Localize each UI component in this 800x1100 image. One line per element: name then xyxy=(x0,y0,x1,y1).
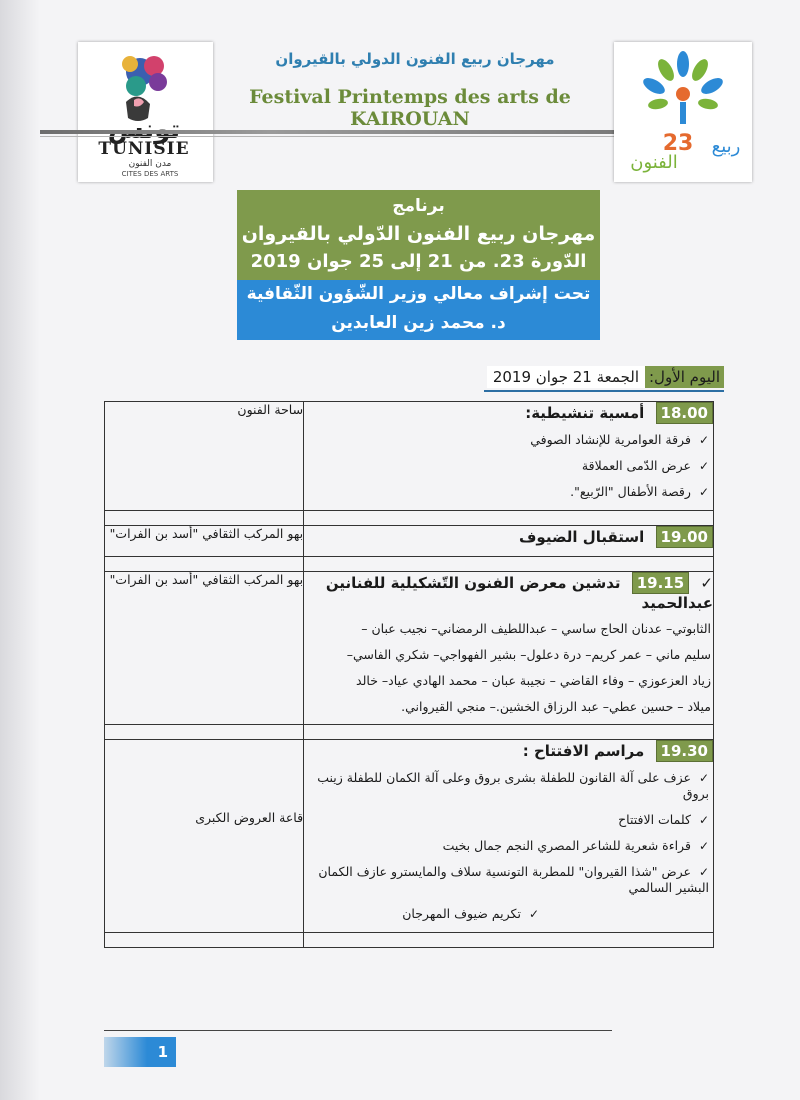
event-cell xyxy=(304,526,714,557)
page-number-text: 1 xyxy=(157,1043,168,1061)
item-text: رقصة الأطفال "الرّبيع". xyxy=(570,484,691,499)
event-title: أمسية تنشيطية: xyxy=(525,404,645,422)
event-heading xyxy=(304,572,713,612)
logo-tunisie-word: TUNISIE xyxy=(98,139,190,159)
table-row xyxy=(105,572,714,725)
list-item xyxy=(304,432,709,448)
event-time: 19.00 xyxy=(656,526,713,548)
header-title-french: Festival Printemps des arts de KAIROUAN xyxy=(249,86,571,130)
tree-leaves-icon xyxy=(641,51,726,124)
table-row xyxy=(105,740,714,933)
artist-list xyxy=(304,616,713,720)
venue-cell xyxy=(105,740,304,933)
item-text: عرض "شذا القيروان" للمطربة التونسية سلاف والمايسترو عازف الكمان البشير السالمي xyxy=(318,864,709,895)
list-item xyxy=(304,812,709,828)
header-title-arabic: مهرجان ربيع الفنون الدولي بالقيروان xyxy=(275,50,555,68)
logo-number: 23 xyxy=(662,131,694,156)
event-time: 18.00 xyxy=(656,402,713,424)
check-icon: ✓ xyxy=(528,907,539,921)
event-items xyxy=(304,432,713,500)
list-item xyxy=(304,458,709,474)
item-text: عزف على آلة القانون للطفلة بشرى بروق وعلى آلة الكمان للطفلة زينب بروق xyxy=(317,770,709,801)
item-text: كلمات الافتتاح xyxy=(618,812,691,827)
logo-cites-des-arts: CITES DES ARTS xyxy=(121,170,179,178)
edition-dates: الدّورة 23. من 21 إلى 25 جوان 2019 xyxy=(250,251,587,272)
item-text: عرض الدّمى العملاقة xyxy=(581,458,691,473)
event-cell xyxy=(304,402,714,511)
minister-name: د. محمد زين العابدين xyxy=(331,313,506,333)
check-icon: ✓ xyxy=(698,865,709,879)
event-heading xyxy=(304,402,713,424)
check-icon: ✓ xyxy=(698,433,709,447)
event-cell xyxy=(304,572,714,725)
event-title: تدشين معرض الفنون التّشكيلية للفنانين عبدالحميد xyxy=(325,574,713,612)
page-number xyxy=(104,1037,176,1067)
event-heading xyxy=(304,526,713,548)
event-title: استقبال الضيوف xyxy=(519,528,645,546)
day-heading xyxy=(484,364,724,390)
check-icon: ✓ xyxy=(698,839,709,853)
spacer-row xyxy=(105,511,714,526)
venue-cell xyxy=(105,572,304,725)
artist-line: سليم ماني – عمر كريم– درة دعلول– بشير الفهواجي– شكري الفاسي– xyxy=(346,647,711,662)
item-text: تكريم ضيوف المهرجان xyxy=(402,906,521,921)
list-item xyxy=(304,838,709,854)
day-underline xyxy=(484,390,724,392)
list-item xyxy=(304,484,709,500)
artist-line: ميلاد – حسين عطي– عبد الرزاق الخشين.– منجي القيرواني. xyxy=(401,699,711,714)
festival-name: مهرجان ربيع الفنون الدّولي بالقيروان xyxy=(241,223,596,245)
logo-word-fonoun: الفنون xyxy=(630,152,678,173)
item-text: فرقة العوامرية للإنشاد الصوفي xyxy=(530,432,691,447)
printemps-des-arts-logo xyxy=(614,42,752,182)
list-item xyxy=(304,770,709,802)
patronage-line: تحت إشراف معالي وزير الشّؤون الثّقافية xyxy=(246,284,591,304)
footer-divider xyxy=(104,1030,612,1031)
venue-text: بهو المركب الثقافي "أسد بن الفرات" xyxy=(109,572,304,587)
artist-line: الثابوتي– عدنان الحاج ساسي – عبداللطيف الرمضاني– نجيب عبان – xyxy=(361,621,711,636)
event-time: 19.30 xyxy=(656,740,713,762)
header-divider xyxy=(40,130,614,134)
check-icon: ✓ xyxy=(698,771,709,785)
venue-cell xyxy=(105,402,304,511)
logo-word-rabii: ربيع xyxy=(711,136,741,157)
list-item xyxy=(304,906,709,922)
program-title-green xyxy=(237,190,600,280)
program-label: برنامج xyxy=(392,196,445,216)
table-row xyxy=(105,526,714,557)
event-title: مراسم الافتتاح : xyxy=(522,742,645,760)
day-label: اليوم الأول: xyxy=(645,366,724,388)
artist-line: زياد العزعوزي – وفاء القاضي – نجيبة عبان – محمد الهادي عياد– خالد xyxy=(356,673,711,688)
artistic-face-icon xyxy=(122,56,167,121)
program-table xyxy=(104,401,714,948)
spacer-row xyxy=(105,933,714,948)
venue-text: ساحة الفنون xyxy=(237,402,304,417)
venue-cell xyxy=(105,526,304,557)
venue-text: قاعة العروض الكبرى xyxy=(195,810,304,825)
list-item xyxy=(304,864,709,896)
program-title-blue xyxy=(237,280,600,340)
event-cell xyxy=(304,740,714,933)
check-icon: ✓ xyxy=(700,574,713,592)
table-row xyxy=(105,402,714,511)
spacer-row xyxy=(105,557,714,572)
page-edge-shadow xyxy=(0,0,40,1100)
check-icon: ✓ xyxy=(698,459,709,473)
item-text: قراءة شعرية للشاعر المصري النجم جمال بخيت xyxy=(442,838,691,853)
event-time: 19.15 xyxy=(632,572,689,594)
tunisie-cites-des-arts-logo xyxy=(78,42,213,182)
check-icon: ✓ xyxy=(698,485,709,499)
event-items xyxy=(304,770,713,922)
day-date: الجمعة 21 جوان 2019 xyxy=(487,366,645,388)
header-divider-thin xyxy=(40,136,614,137)
spacer-row xyxy=(105,725,714,740)
venue-text: بهو المركب الثقافي "أسد بن الفرات" xyxy=(109,526,304,541)
logo-arabic-tagline: مدن الفنون xyxy=(128,159,172,169)
check-icon: ✓ xyxy=(698,813,709,827)
event-heading xyxy=(304,740,713,762)
